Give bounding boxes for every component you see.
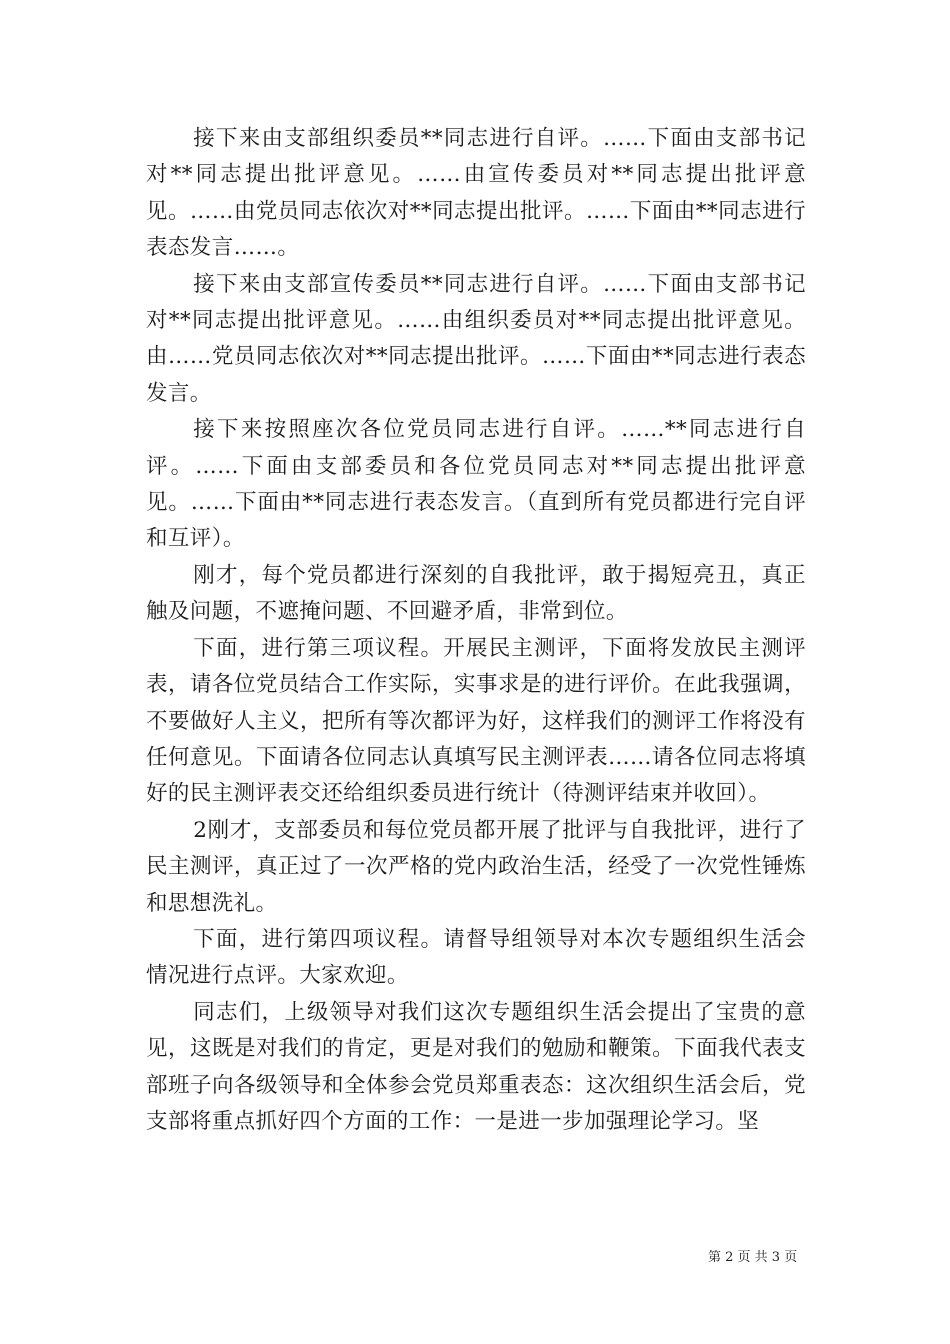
paragraph-3: 接下来按照座次各位党员同志进行自评。……**同志进行自评。……下面由支部委员和各位党员同志对**同志提出批评意见。……下面由**同志进行表态发言。（直到所有党员都进行完自评和互评）。 — [146, 417, 806, 552]
paragraph-5: 下面，进行第三项议程。开展民主测评，下面将发放民主测评表，请各位党员结合工作实际，实事求是的进行评价。在此我强调，不要做好人主义，把所有等次都评为好，这样我们的测评工作将没有任何意见。下面请各位同志认真填写民主测评表……请各位同志将填好的民主测评表交还给组织委员进行统计（待测评结束并收回）。 — [146, 635, 806, 807]
paragraph-7: 下面，进行第四项议程。请督导组领导对本次专题组织生活会情况进行点评。大家欢迎。 — [146, 926, 806, 989]
paragraph-2: 接下来由支部宣传委员**同志进行自评。……下面由支部书记对**同志提出批评意见。……由组织委员对**同志提出批评意见。由……党员同志依次对**同志提出批评。……下面由**同志进行表态发言。 — [146, 271, 806, 406]
document-body — [146, 121, 806, 1140]
page-number-footer: 第 2 页 共 3 页 — [708, 1250, 798, 1265]
paragraph-4: 刚才，每个党员都进行深刻的自我批评，敢于揭短亮丑，真正触及问题，不遮掩问题、不回避矛盾，非常到位。 — [146, 562, 806, 625]
paragraph-1: 接下来由支部组织委员**同志进行自评。……下面由支部书记对**同志提出批评意见。……由宣传委员对**同志提出批评意见。……由党员同志依次对**同志提出批评。……下面由**同志进行表态发言……。 — [146, 126, 806, 261]
paragraph-8: 同志们，上级领导对我们这次专题组织生活会提出了宝贵的意见，这既是对我们的肯定，更是对我们的勉励和鞭策。下面我代表支部班子向各级领导和全体参会党员郑重表态：这次组织生活会后，党支部将重点抓好四个方面的工作：一是进一步加强理论学习。坚 — [146, 999, 806, 1134]
paragraph-6: 2刚才，支部委员和每位党员都开展了批评与自我批评，进行了民主测评，真正过了一次严格的党内政治生活，经受了一次党性锤炼和思想洗礼。 — [146, 817, 806, 916]
